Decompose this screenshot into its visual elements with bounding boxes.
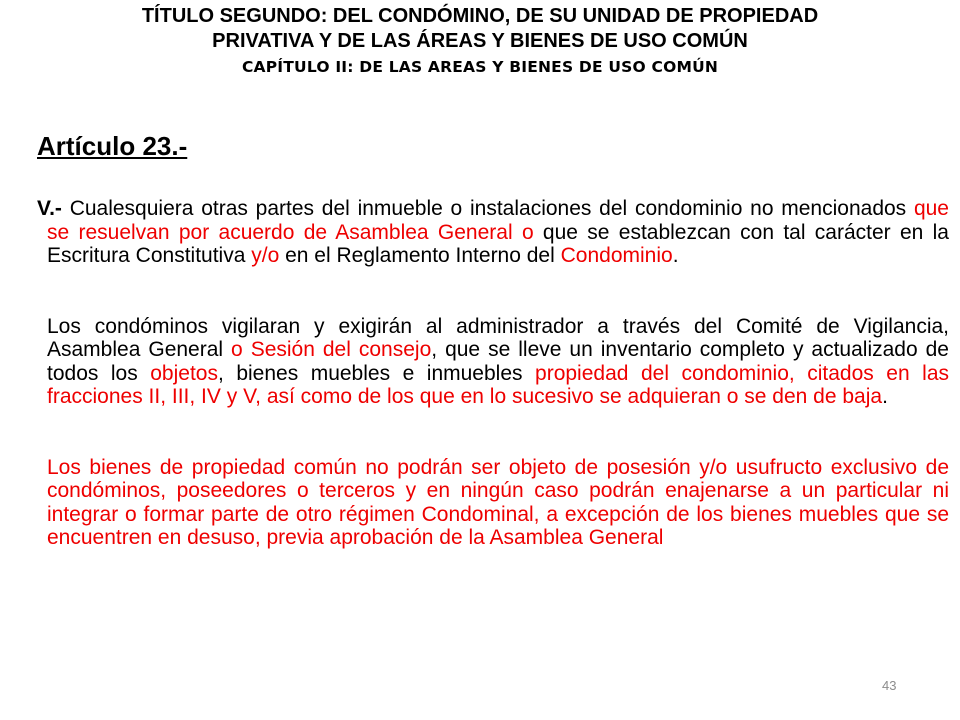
article-heading: Artículo 23.- — [37, 131, 188, 161]
paragraph-1-text-b — [513, 221, 522, 244]
fraction-numeral: V.- — [37, 197, 62, 220]
paragraph-2-text-b: , que se lleve un inventario completo y actualizado de todos los — [47, 338, 949, 385]
paragraph-spacer — [37, 409, 949, 456]
paragraph-1-highlight-d: Condominio — [560, 244, 673, 267]
title-line-2: PRIVATIVA Y DE LAS ÁREAS Y BIENES DE USO COMÚN — [212, 30, 748, 52]
paragraph-2-highlight-a: o Sesión del consejo — [231, 338, 432, 361]
paragraph-1-text-e: . — [672, 244, 679, 267]
paragraph-fraction-v — [37, 197, 949, 268]
paragraph-2-text-d: . — [882, 385, 888, 408]
paragraph-1-highlight-b: o — [521, 220, 534, 244]
paragraph-1-highlight-c: y/o — [251, 244, 280, 267]
paragraph-2-highlight-b: objetos — [150, 361, 218, 385]
title-line-1: TÍTULO SEGUNDO: DEL CONDÓMINO, DE SU UNIDAD DE PROPIEDAD — [141, 5, 819, 27]
paragraph-1-text-d: en el Reglamento Interno del — [279, 244, 561, 267]
article-body — [37, 197, 949, 550]
paragraph-spacer — [37, 268, 949, 315]
paragraph-vigilance — [37, 315, 949, 409]
paragraph-2-text-c: , bienes muebles e inmuebles — [217, 361, 536, 385]
paragraph-1-text-a: Cualesquiera otras partes del inmueble o instalaciones del condominio no mencionados — [61, 197, 914, 220]
paragraph-common-property: Los bienes de propiedad común no podrán ser objeto de posesión y/o usufructo exclusivo de condóminos, poseedores o terceros y en ningún caso podrán enajenarse a un particular ni integrar o formar parte de otro régimen Condominal, a excepción de los bienes muebles que se encuentren en desuso, previa aprobación de la Asamblea General — [47, 455, 949, 549]
slide-header — [0, 4, 960, 80]
chapter-title: CAPÍTULO II: DE LAS AREAS Y BIENES DE USO COMÚN — [241, 58, 719, 76]
paragraph-2-highlight-c: propiedad del condominio, citados en las fracciones II, III, IV y V, así como de los que en lo sucesivo se adquieran o se den de baja — [47, 361, 950, 408]
paragraph-1-highlight-a: que se resuelvan por acuerdo de Asamblea General — [47, 197, 949, 244]
page-number: 43 — [882, 678, 897, 693]
paragraph-1-text-c: que se establezcan con tal carácter en la Escritura Constitutiva — [47, 220, 949, 267]
paragraph-2-text-a: Los condóminos vigilaran y exigirán al administrador a través del Comité de Vigilancia, Asamblea General — [47, 314, 949, 361]
